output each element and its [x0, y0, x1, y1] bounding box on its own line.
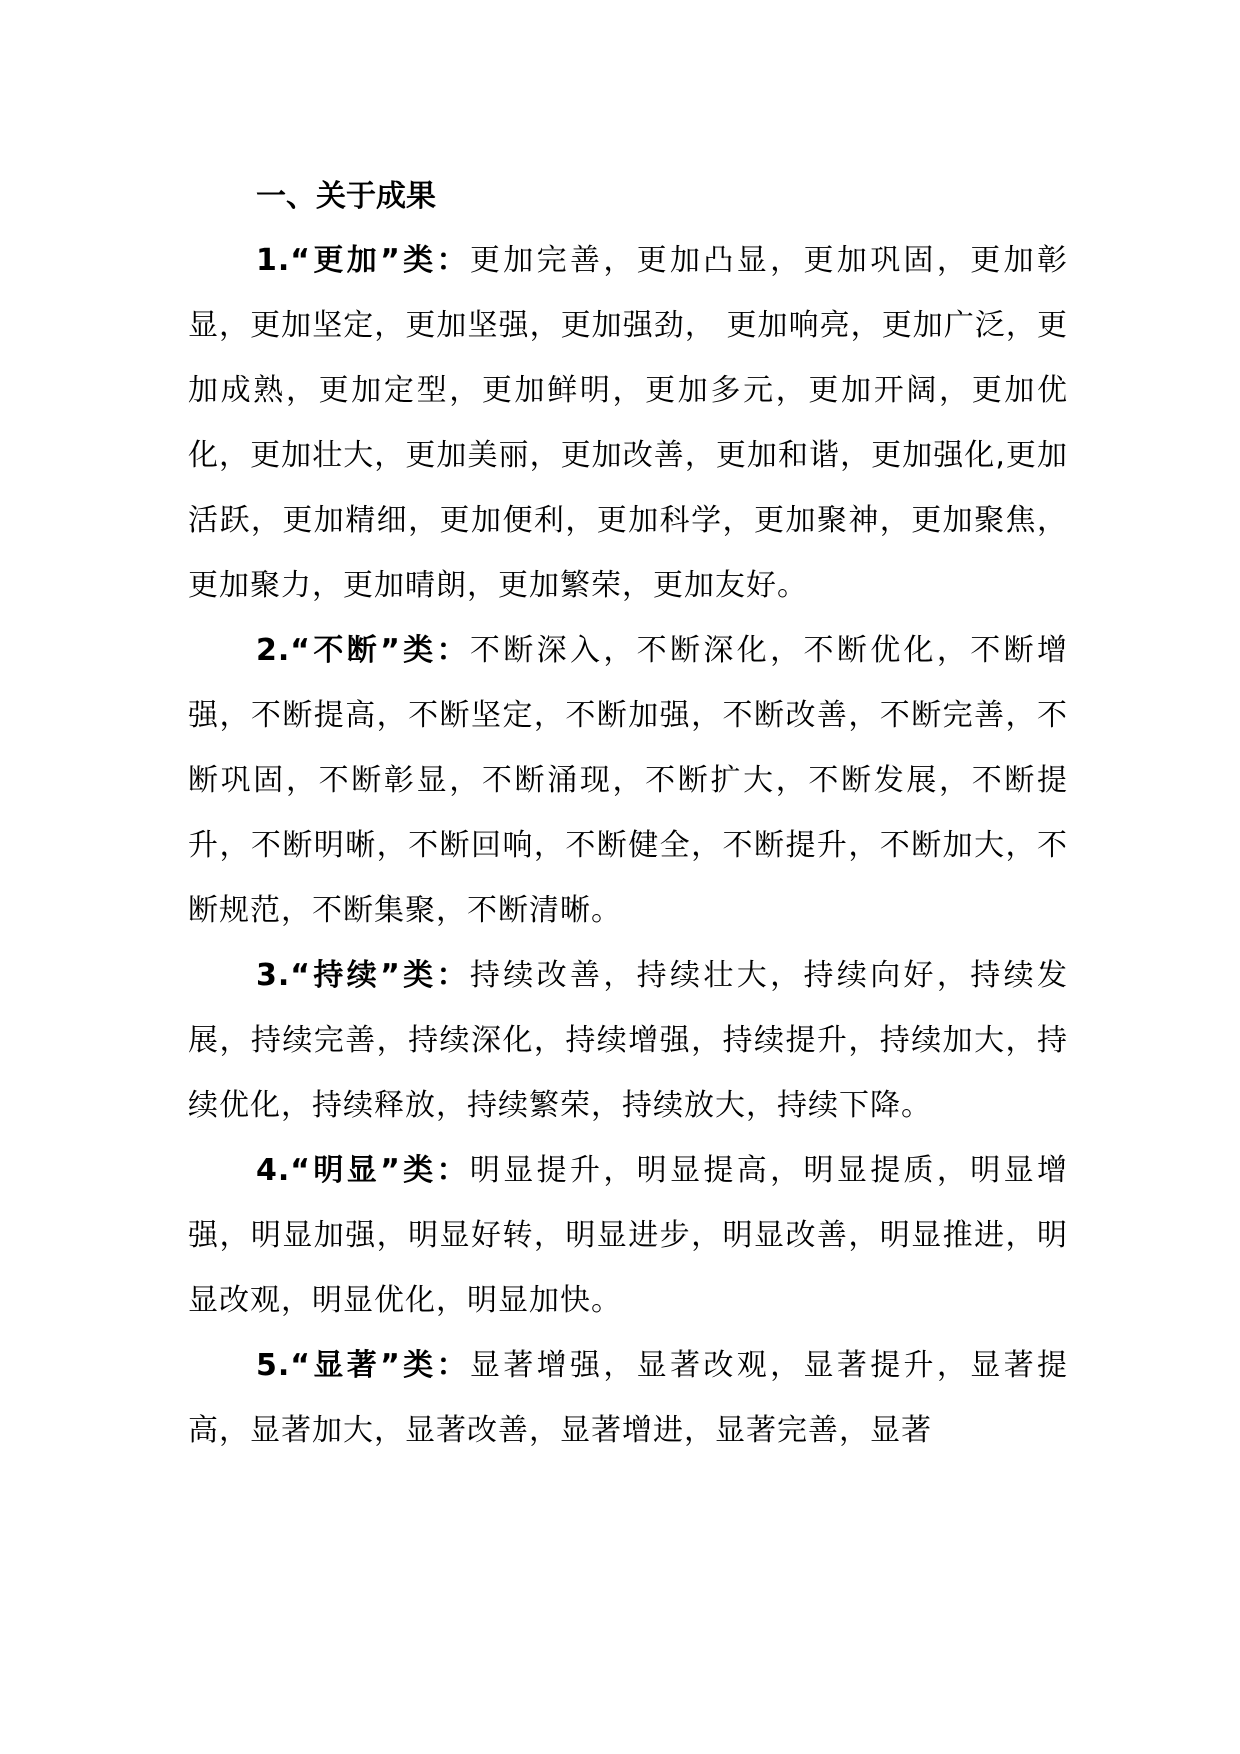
paragraph-lead: 2.“不断”类：: [256, 633, 470, 668]
paragraph-body: 明显提升，明显提高，明显提质，明显增强，明显加强，明显好转，明显进步，明显改善，明显推进，明显改观，明显优化，明显加快。: [188, 1153, 1068, 1318]
paragraph-significant: [188, 1333, 1068, 1463]
paragraph-more: [188, 228, 1068, 618]
section-heading: 一、关于成果: [256, 179, 436, 214]
paragraph-sustained: [188, 943, 1068, 1138]
paragraph-lead: 4.“明显”类：: [256, 1153, 470, 1188]
paragraph-continuous: [188, 618, 1068, 943]
paragraph-lead: 1.“更加”类：: [256, 243, 470, 278]
paragraph-obvious: [188, 1138, 1068, 1333]
paragraph-body: 显著增强，显著改观，显著提升，显著提高，显著加大，显著改善，显著增进，显著完善，显著: [188, 1348, 1068, 1448]
paragraph-lead: 3.“持续”类：: [256, 958, 470, 993]
paragraph-body: 更加完善，更加凸显，更加巩固，更加彰显，更加坚定，更加坚强，更加强劲， 更加响亮，更加广泛，更加成熟，更加定型，更加鲜明，更加多元，更加开阔，更加优化，更加壮大，更加美丽，更加改善，更加和谐，更加强化,更加活跃，更加精细，更加便利，更加科学，更加聚神，更加聚焦，更加聚力，更加晴朗，更加繁荣，更加友好。: [188, 243, 1068, 603]
paragraph-lead: 5.“显著”类：: [256, 1348, 470, 1383]
paragraph-body: 持续改善，持续壮大，持续向好，持续发展，持续完善，持续深化，持续增强，持续提升，持续加大，持续优化，持续释放，持续繁荣，持续放大，持续下降。: [188, 958, 1068, 1123]
document-page: [188, 176, 1068, 1463]
paragraph-body: 不断深入，不断深化，不断优化，不断增强，不断提高，不断坚定，不断加强，不断改善，不断完善，不断巩固，不断彰显，不断涌现，不断扩大，不断发展，不断提升，不断明晰，不断回响，不断健全，不断提升，不断加大，不断规范，不断集聚，不断清晰。: [188, 633, 1068, 928]
